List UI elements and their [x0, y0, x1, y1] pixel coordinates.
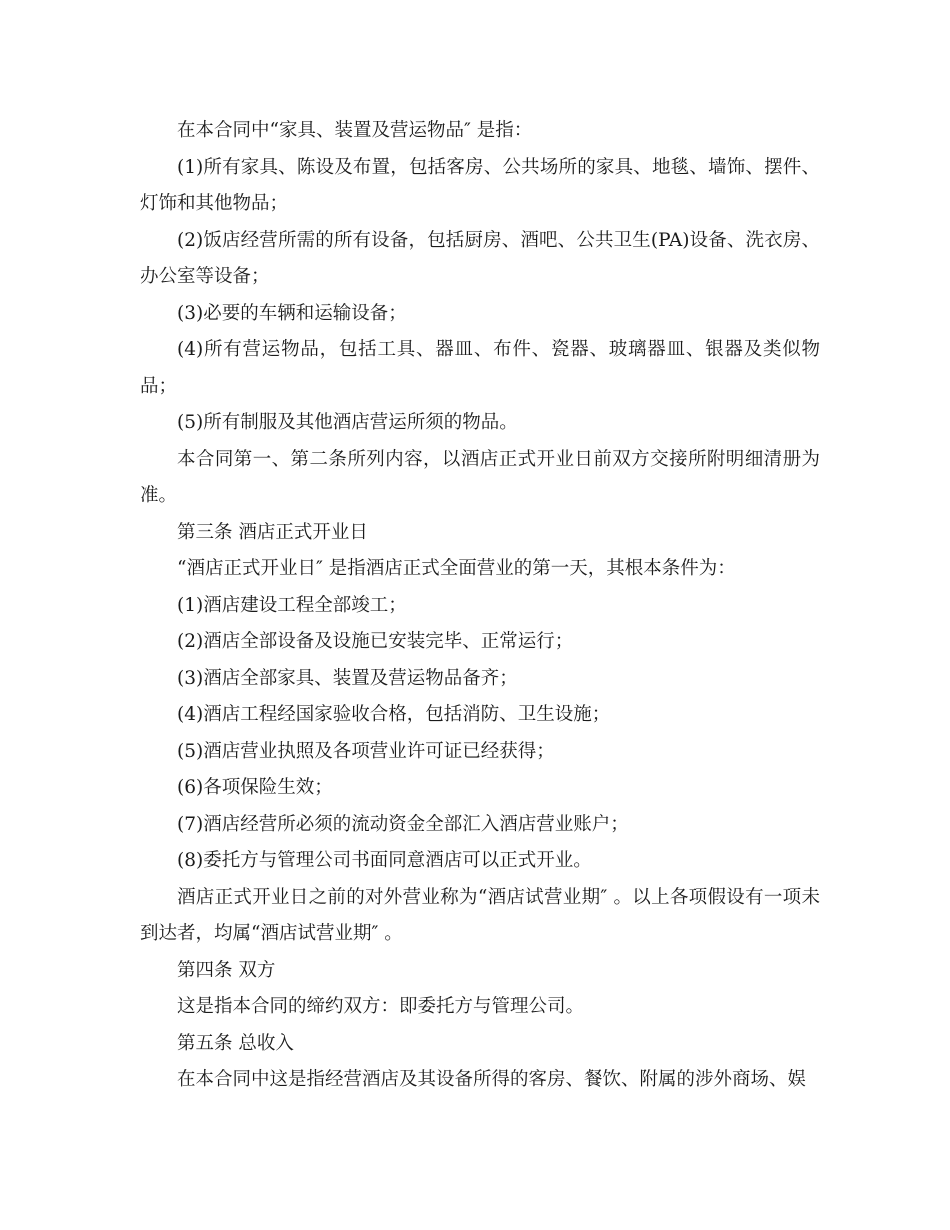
paragraph-condition-3: (3)酒店全部家具、装置及营运物品备齐；	[177, 667, 518, 689]
paragraph-opening-day-definition: “酒店正式开业日″ 是指酒店正式全面营业的第一天，其根本条件为：	[177, 558, 736, 579]
paragraph-trial-period: 酒店正式开业日之前的对外营业称为“酒店试营业期″ 。以上各项假设有一项未到达者，均属“酒店试营业期″ 。	[140, 886, 820, 944]
paragraph-parties-definition: 这是指本合同的缔约双方：即委托方与管理公司。	[177, 996, 585, 1017]
paragraph-item-5-uniforms: (5)所有制服及其他酒店营运所须的物品。	[177, 412, 518, 433]
paragraph-condition-4: (4)酒店工程经国家验收合格，包括消防、卫生设施；	[177, 704, 611, 725]
paragraph-condition-5: (5)酒店营业执照及各项营业许可证已经获得；	[177, 740, 555, 762]
article-5-heading: 第五条 总收入	[177, 1032, 294, 1054]
paragraph-item-2-equipment: (2)饭店经营所需的所有设备，包括厨房、酒吧、公共卫生(PA)设备、洗衣房、办公室等设备；	[140, 229, 820, 287]
paragraph-inventory-note: 本合同第一、第二条所列内容，以酒店正式开业日前双方交接所附明细清册为准。	[140, 448, 820, 506]
paragraph-item-4-supplies: (4)所有营运物品，包括工具、器皿、布件、瓷器、玻璃器皿、银器及类似物品；	[140, 339, 820, 397]
article-4-heading: 第四条 双方	[177, 959, 276, 981]
document-body	[140, 113, 820, 1099]
paragraph-definition-intro: 在本合同中“家具、装置及营运物品″ 是指：	[177, 120, 533, 141]
paragraph-condition-1: (1)酒店建设工程全部竣工；	[177, 594, 407, 616]
paragraph-condition-8: (8)委托方与管理公司书面同意酒店可以正式开业。	[177, 850, 592, 871]
paragraph-condition-7: (7)酒店经营所必须的流动资金全部汇入酒店营业账户；	[177, 813, 629, 835]
paragraph-item-3-vehicles: (3)必要的车辆和运输设备；	[177, 302, 407, 324]
paragraph-condition-2: (2)酒店全部设备及设施已安装完毕、正常运行；	[177, 631, 574, 652]
paragraph-item-1-furniture: (1)所有家具、陈设及布置，包括客房、公共场所的家具、地毯、墙饰、摆件、灯饰和其他物品；	[140, 156, 820, 214]
paragraph-total-revenue: 在本合同中这是指经营酒店及其设备所得的客房、餐饮、附属的涉外商场、娱	[177, 1069, 807, 1090]
paragraph-condition-6: (6)各项保险生效；	[177, 777, 333, 798]
article-3-heading: 第三条 酒店正式开业日	[177, 521, 368, 543]
